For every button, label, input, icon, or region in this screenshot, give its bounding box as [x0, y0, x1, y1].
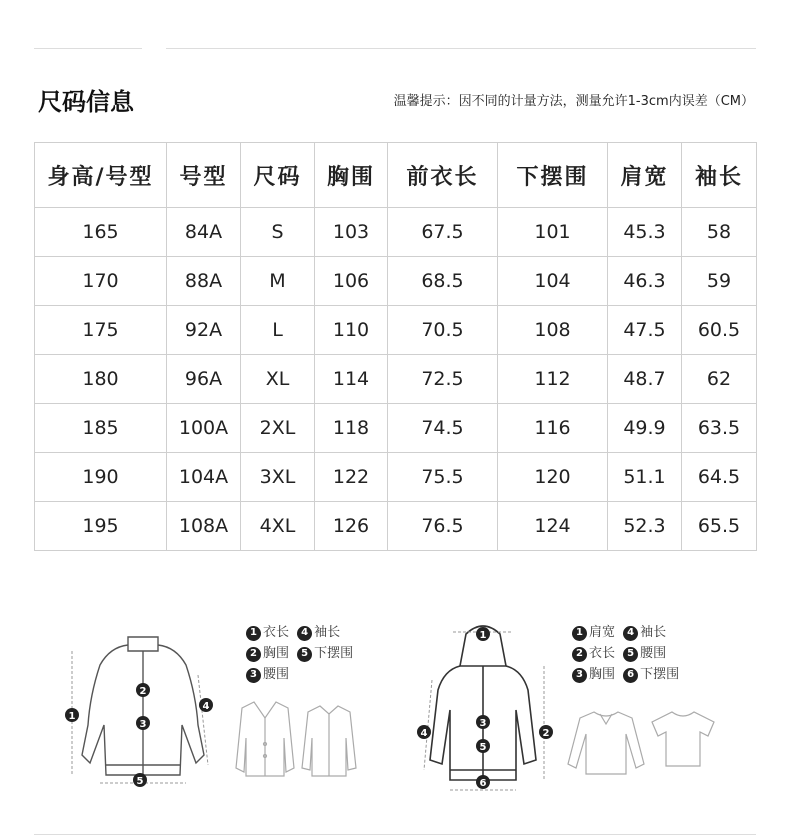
table-row	[35, 404, 757, 453]
legend-item: 1 衣长	[246, 623, 289, 643]
hoodie-marker-label: 2	[542, 728, 550, 739]
table-cell: 170	[35, 257, 167, 306]
table-cell: 180	[35, 355, 167, 404]
page-title: 尺码信息	[38, 88, 134, 116]
table-cell: 47.5	[608, 306, 682, 355]
table-cell: 108	[498, 306, 608, 355]
table-row	[35, 502, 757, 551]
longsleeve-sketch	[566, 708, 646, 778]
table-cell: 92A	[167, 306, 241, 355]
table-cell: 3XL	[241, 453, 315, 502]
table-cell: 75.5	[388, 453, 498, 502]
table-cell: 185	[35, 404, 167, 453]
table-cell: 100A	[167, 404, 241, 453]
table-cell: 59	[682, 257, 757, 306]
table-cell: 122	[315, 453, 388, 502]
jacket-measurement-figure	[60, 615, 230, 790]
table-cell: 175	[35, 306, 167, 355]
table-cell: 70.5	[388, 306, 498, 355]
table-cell: 68.5	[388, 257, 498, 306]
header-size: 尺码	[241, 143, 315, 208]
bottom-rule	[34, 834, 756, 835]
header-chest: 胸围	[315, 143, 388, 208]
table-cell: M	[241, 257, 315, 306]
legend-item: 2 胸围	[246, 644, 289, 664]
hoodie-legend	[572, 622, 702, 685]
table-cell: 126	[315, 502, 388, 551]
table-cell: 58	[682, 208, 757, 257]
table-cell: 72.5	[388, 355, 498, 404]
tshirt-sketch	[648, 708, 718, 770]
table-cell: 110	[315, 306, 388, 355]
table-cell: 116	[498, 404, 608, 453]
jacket-marker-label: 2	[139, 686, 147, 697]
table-cell: 96A	[167, 355, 241, 404]
table-cell: 88A	[167, 257, 241, 306]
shirt-sketch	[300, 702, 358, 780]
table-cell: 49.9	[608, 404, 682, 453]
blazer-sketch	[234, 698, 296, 780]
table-cell: 60.5	[682, 306, 757, 355]
jacket-marker-label: 1	[68, 711, 76, 722]
table-cell: 62	[682, 355, 757, 404]
table-row	[35, 208, 757, 257]
table-row	[35, 306, 757, 355]
top-rule-left	[34, 48, 142, 49]
jacket-marker-label: 5	[136, 776, 144, 787]
table-cell: 67.5	[388, 208, 498, 257]
table-cell: 114	[315, 355, 388, 404]
table-cell: 64.5	[682, 453, 757, 502]
table-cell: 74.5	[388, 404, 498, 453]
header-hem: 下摆围	[498, 143, 608, 208]
table-cell: 48.7	[608, 355, 682, 404]
table-cell: 104	[498, 257, 608, 306]
table-cell: 52.3	[608, 502, 682, 551]
jacket-marker-label: 4	[202, 701, 210, 712]
measurement-tip: 温馨提示：因不同的计量方法，测量允许1-3cm内误差（CM）	[393, 94, 754, 109]
table-cell: 103	[315, 208, 388, 257]
table-row	[35, 257, 757, 306]
legend-item: 2 衣长	[572, 644, 615, 664]
header-shoulder: 肩宽	[608, 143, 682, 208]
table-header-row	[35, 143, 757, 208]
table-row	[35, 355, 757, 404]
legend-item: 6 下摆围	[623, 665, 679, 685]
table-row	[35, 453, 757, 502]
table-cell: 65.5	[682, 502, 757, 551]
hoodie-marker-label: 6	[479, 778, 487, 789]
table-cell: 195	[35, 502, 167, 551]
table-cell: 45.3	[608, 208, 682, 257]
table-cell: 118	[315, 404, 388, 453]
table-cell: XL	[241, 355, 315, 404]
jacket-legend	[246, 622, 376, 685]
table-cell: 63.5	[682, 404, 757, 453]
hoodie-marker-label: 1	[479, 630, 487, 641]
legend-item: 3 腰围	[246, 665, 289, 685]
size-table	[34, 142, 757, 551]
table-cell: 120	[498, 453, 608, 502]
table-cell: L	[241, 306, 315, 355]
header-front-length: 前衣长	[388, 143, 498, 208]
header-model: 号型	[167, 143, 241, 208]
header-sleeve: 袖长	[682, 143, 757, 208]
table-cell: 84A	[167, 208, 241, 257]
legend-item: 5 下摆围	[297, 644, 353, 664]
hoodie-marker-label: 4	[420, 728, 428, 739]
table-cell: 51.1	[608, 453, 682, 502]
legend-item: 5 腰围	[623, 644, 666, 664]
hoodie-marker-label: 5	[479, 742, 487, 753]
table-cell: 112	[498, 355, 608, 404]
hoodie-marker-label: 3	[479, 718, 487, 729]
hoodie-measurement-figure	[408, 620, 568, 795]
table-cell: 124	[498, 502, 608, 551]
table-cell: 101	[498, 208, 608, 257]
table-cell: 165	[35, 208, 167, 257]
table-cell: 4XL	[241, 502, 315, 551]
table-cell: 104A	[167, 453, 241, 502]
table-cell: 106	[315, 257, 388, 306]
header-height: 身高/号型	[35, 143, 167, 208]
jacket-marker-label: 3	[139, 719, 147, 730]
top-rule-right	[166, 48, 756, 49]
legend-item: 1 肩宽	[572, 623, 615, 643]
legend-item: 4 袖长	[297, 623, 340, 643]
table-cell: 108A	[167, 502, 241, 551]
table-cell: 190	[35, 453, 167, 502]
legend-item: 4 袖长	[623, 623, 666, 643]
table-cell: 46.3	[608, 257, 682, 306]
table-cell: 2XL	[241, 404, 315, 453]
table-cell: S	[241, 208, 315, 257]
table-cell: 76.5	[388, 502, 498, 551]
legend-item: 3 胸围	[572, 665, 615, 685]
